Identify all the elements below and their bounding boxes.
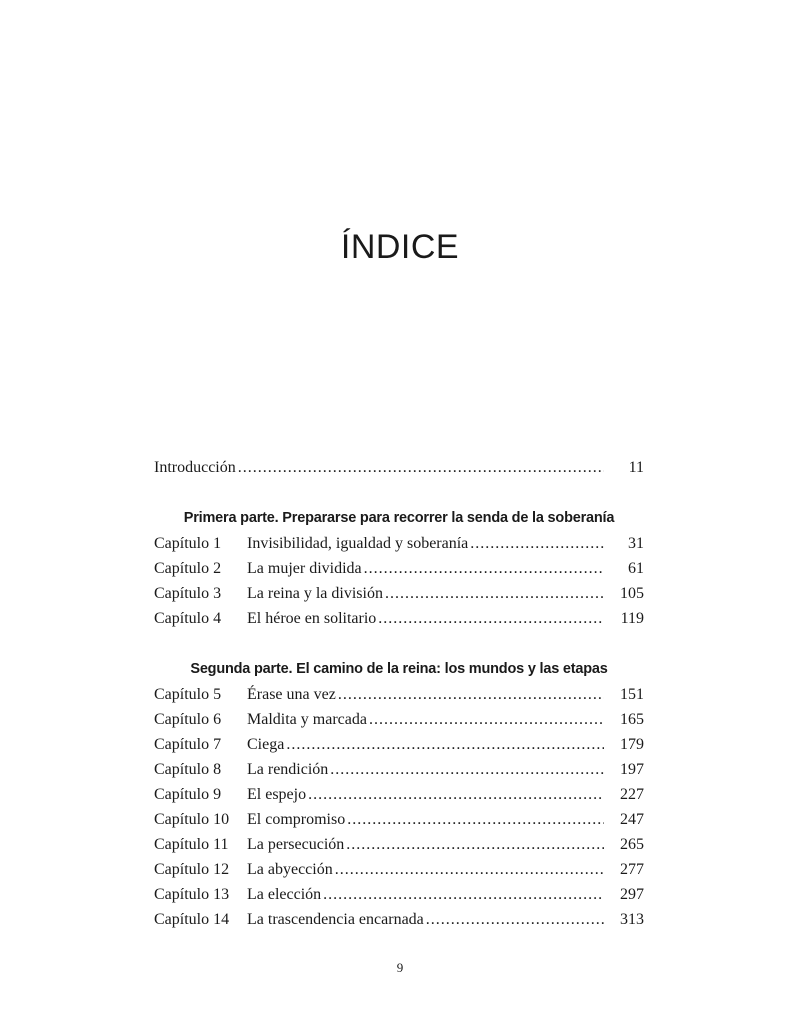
- dot-leader: [338, 682, 604, 707]
- chapter-label: Capítulo 2: [154, 560, 222, 577]
- toc-entry: [154, 606, 644, 631]
- toc-entry: [154, 807, 644, 832]
- entry-page-number: 179: [620, 736, 644, 753]
- toc-entry: [154, 907, 644, 932]
- toc-entry: [154, 531, 644, 556]
- entry-title: La rendición: [247, 761, 329, 778]
- toc-entry: [154, 857, 644, 882]
- toc-entry: [154, 882, 644, 907]
- entry-title: Invisibilidad, igualdad y soberanía: [247, 535, 469, 552]
- dot-leader: [286, 732, 604, 757]
- toc-entry: [154, 832, 644, 857]
- chapter-label: Capítulo 7: [154, 736, 222, 753]
- entry-title: Introducción: [154, 459, 236, 476]
- toc-entry-introduction: [154, 455, 644, 480]
- entry-page-number: 119: [620, 610, 644, 627]
- entry-page-number: 227: [620, 786, 644, 803]
- toc-entry: [154, 682, 644, 707]
- entry-title: Érase una vez: [247, 686, 336, 703]
- chapter-label: Capítulo 9: [154, 786, 222, 803]
- dot-leader: [426, 907, 604, 932]
- toc-entry: [154, 581, 644, 606]
- table-of-contents: [154, 455, 644, 932]
- part-heading: Primera parte. Prepararse para recorrer la senda de la soberanía: [183, 510, 615, 526]
- entry-title: El héroe en solitario: [247, 610, 377, 627]
- entry-title: La elección: [247, 886, 322, 903]
- page-title: ÍNDICE: [340, 228, 460, 266]
- dot-leader: [346, 832, 604, 857]
- chapter-label: Capítulo 1: [154, 535, 222, 552]
- dot-leader: [369, 707, 604, 732]
- entry-page-number: 265: [620, 836, 644, 853]
- dot-leader: [308, 782, 604, 807]
- chapter-label: Capítulo 5: [154, 686, 222, 703]
- chapter-label: Capítulo 14: [154, 911, 230, 928]
- dot-leader: [378, 606, 604, 631]
- entry-title: La trascendencia encarnada: [247, 911, 424, 928]
- chapter-label: Capítulo 12: [154, 861, 230, 878]
- entry-title: La persecución: [247, 836, 345, 853]
- part-heading: Segunda parte. El camino de la reina: los mundos y las etapas: [190, 661, 608, 677]
- toc-entry: [154, 732, 644, 757]
- entry-title: La reina y la división: [247, 585, 383, 602]
- entry-title: La mujer dividida: [247, 560, 362, 577]
- entry-page-number: 197: [620, 761, 644, 778]
- dot-leader: [238, 455, 604, 480]
- dot-leader: [364, 556, 604, 581]
- chapter-label: Capítulo 10: [154, 811, 230, 828]
- chapter-label: Capítulo 6: [154, 711, 222, 728]
- dot-leader: [347, 807, 604, 832]
- toc-entry: [154, 782, 644, 807]
- toc-entry: [154, 556, 644, 581]
- toc-entry: [154, 707, 644, 732]
- entry-title: El compromiso: [247, 811, 346, 828]
- page-number: 9: [396, 960, 404, 975]
- dot-leader: [385, 581, 604, 606]
- entry-page-number: 105: [620, 585, 644, 602]
- chapter-label: Capítulo 3: [154, 585, 222, 602]
- entry-title: El espejo: [247, 786, 307, 803]
- entry-page-number: 151: [620, 686, 644, 703]
- chapter-label: Capítulo 11: [154, 836, 229, 853]
- dot-leader: [330, 757, 604, 782]
- entry-page-number: 61: [628, 560, 644, 577]
- entry-page-number: 297: [620, 886, 644, 903]
- entry-page-number: 313: [620, 911, 644, 928]
- dot-leader: [323, 882, 604, 907]
- chapter-label: Capítulo 13: [154, 886, 230, 903]
- dot-leader: [335, 857, 604, 882]
- entry-page-number: 31: [628, 535, 644, 552]
- entry-page-number: 165: [620, 711, 644, 728]
- chapter-label: Capítulo 8: [154, 761, 222, 778]
- entry-page-number: 277: [620, 861, 644, 878]
- entry-page-number: 11: [628, 459, 644, 476]
- dot-leader: [470, 531, 604, 556]
- chapter-label: Capítulo 4: [154, 610, 222, 627]
- entry-page-number: 247: [620, 811, 644, 828]
- toc-entry: [154, 757, 644, 782]
- entry-title: Maldita y marcada: [247, 711, 367, 728]
- entry-title: Ciega: [247, 736, 285, 753]
- entry-title: La abyección: [247, 861, 333, 878]
